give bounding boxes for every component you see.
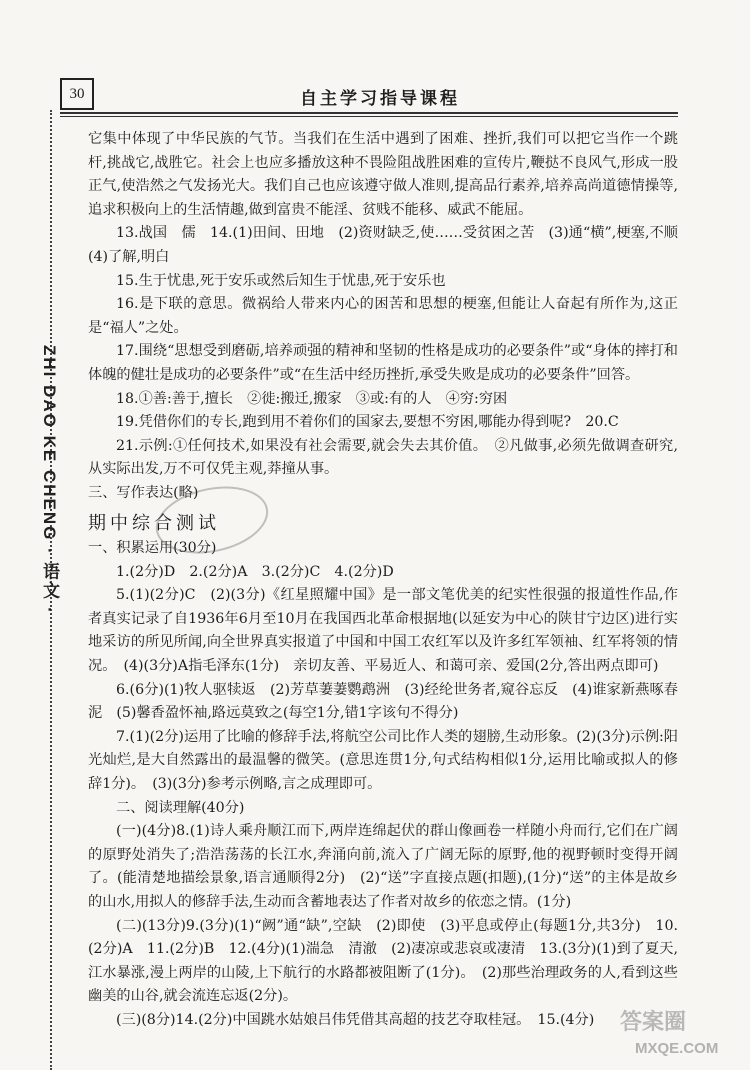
reading-three: (三)(8分)14.(2分)中国跳水姑娘吕伟凭借其高超的技艺夺取桂冠。 15.(4分) <box>116 1011 595 1028</box>
answer-5: 5.(1)(2分)C (2)(3分)《红星照耀中国》是一部文笔优美的纪实性很强的报道性作品,作者真实记录了自1936年6月至10月在我国西北革命根据地(以延安为中心的陕甘宁边区)进行实地采访的所见所闻,向全世界真实报道了中国和中国工农红军以及许多红军领袖、红军将领的情况。 (4)(3分)A指毛泽东(1分) 亲切友善、平易近人、和蔼可亲、爱国(2分,答出两点即可) <box>88 587 678 675</box>
paragraph: 它集中体现了中华民族的气节。当我们在生活中遇到了困难、挫折,我们可以把它当作一个跳杆,挑战它,战胜它。社会上也应多播放这种不畏险阻战胜困难的宣传片,鞭挞不良风气,形成一股正气,使浩然之气发扬光大。我们自己也应该遵守做人准则,提高品行素养,培养高尚道德情操等,追求积极向上的生活情趣,做到富贵不能淫、贫贱不能移、威武不能屈。 <box>88 131 678 218</box>
answer-7: 7.(1)(2分)运用了比喻的修辞手法,将航空公司比作人类的翅膀,生动形象。(2)(3分)示例:阳光灿烂,是大自然露出的最温馨的微笑。(意思连贯1分,句式结构相似1分,运用比喻或拟人的修辞1分)。 (3)(3分)参考示例略,言之成理即可。 <box>88 728 678 793</box>
writing-section-heading: 三、写作表达(略) <box>88 484 199 501</box>
header-rule <box>60 112 678 114</box>
answer-1-4: 1.(2分)D 2.(2分)A 3.(2分)C 4.(2分)D <box>116 563 394 580</box>
part-one-heading: 一、积累运用(30分) <box>88 540 217 557</box>
answer-6: 6.(6分)(1)牧人驱犊返 (2)芳草萋萋鹦鹉洲 (3)经纶世务者,窥谷忘反 (4)谁家新燕啄春泥 (5)馨香盈怀袖,路远莫致之(每空1分,错1字该句不得分) <box>88 681 678 722</box>
answer-18: 18.①善:善于,擅长 ②徙:搬迁,搬家 ③或:有的人 ④穷:穷困 <box>116 390 508 407</box>
watermark-logo: 答案圈 <box>620 1009 687 1034</box>
reading-two: (二)(13分)9.(3分)(1)“阙”通“缺”,空缺 (2)即使 (3)平息或停止(每题1分,共3分) 10.(2分)A 11.(2分)B 12.(4分)(1)湍急 清澈 (2)凄凉或悲哀或凄清 13.(3分)(1)到了夏天,江水暴涨,漫上两岸的山陵,上下航行的水路都被阻断了(1分)。 (2)那些治理政务的人,看到这些幽美的山谷,就会流连忘返(2分)。 <box>88 917 678 1005</box>
section-title: 期中综合测试 <box>88 512 220 534</box>
side-vertical-text: ZHI DAO KE CHENG · 语文 · <box>40 345 59 615</box>
header-title: 自主学习指导课程 <box>300 89 460 109</box>
reading-one: (一)(4分)8.(1)诗人乘舟顺江而下,两岸连绵起伏的群山像画卷一样随小舟而行,它们在广阔的原野处消失了;浩浩荡荡的长江水,奔涌向前,流入了广阔无际的原野,他的视野顿时变得开阔了。(能清楚地描绘景象,语言通顺得2分) (2)“送”字直接点题(扣题),(1分)“送”的主体是故乡的山水,用拟人的修辞手法,生动而含蓄地表达了作者对故乡的依恋之情。(1分) <box>88 823 678 910</box>
answer-21: 21.示例:①任何技术,如果没有社会需要,就会失去其价值。 ②凡做事,必须先做调查研究,从实际出发,万不可仅凭主观,莽撞从事。 <box>88 437 678 478</box>
answer-16: 16.是下联的意思。微祸给人带来内心的困苦和思想的梗塞,但能让人奋起有所作为,这正是“福人”之处。 <box>88 296 678 336</box>
answer-17: 17.围绕“思想受到磨砺,培养顽强的精神和坚韧的性格是成功的必要条件”或“身体的摔打和体魄的健壮是成功的必要条件”或“在生活中经历挫折,承受失败是成功的必要条件”回答。 <box>88 343 678 383</box>
part-two-heading: 二、阅读理解(40分) <box>116 799 245 816</box>
watermark-url: MXQE.COM <box>635 1040 719 1057</box>
page-number: 30 <box>60 78 94 110</box>
answer-13-14: 13.战国 儒 14.(1)田间、田地 (2)资财缺乏,使……受贫困之苦 (3)通“横”,梗塞,不顺 (4)了解,明白 <box>88 225 693 265</box>
answer-19-20: 19.凭借你们的专长,跑到用不着你们的国家去,要想不穷困,哪能办得到呢? 20.C <box>116 414 619 431</box>
page-header <box>60 78 678 112</box>
page-content <box>88 128 693 1033</box>
answer-15: 15.生于忧患,死于安乐或然后知生于忧患,死于安乐也 <box>116 272 446 289</box>
header-rule-thin <box>60 116 678 117</box>
